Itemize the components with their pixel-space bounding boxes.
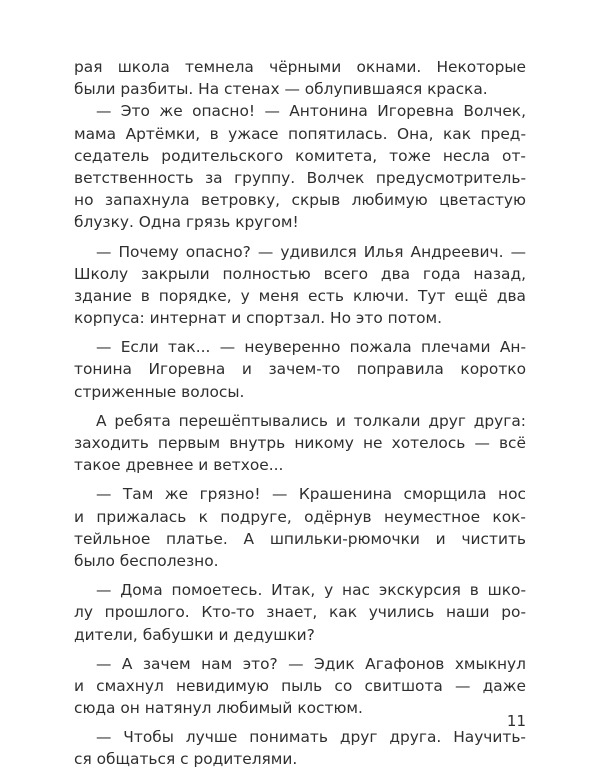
text-line: — Это же опасно! — Антонина Игоревна Волчек, (96, 102, 526, 121)
text-line: заходить первым внутрь никому не хотелось — всё (74, 434, 526, 452)
text-line: лу прошлого. Кто-то знает, как учились наши ро- (74, 603, 526, 622)
text-line: рая школа темнела чёрными окнами. Некоторые (74, 58, 526, 76)
text-line: — Почему опасно? — удивился Илья Андреевич. — (96, 242, 526, 261)
text-line: корпуса: интернат и спортзал. Но это потом. (74, 309, 443, 328)
page-number: 11 (506, 712, 526, 730)
text-line: сюда он натянул любимый костюм. (74, 699, 363, 718)
paragraph (74, 336, 526, 403)
text-line: тейльное платье. А шпильки-рюмочки и чистить (74, 529, 526, 548)
text-line: было бесполезно. (74, 551, 219, 570)
text-line: но запахнула ветровку, скрыв любимую цветастую (74, 191, 526, 210)
text-line: ся общаться с родителями. (74, 750, 298, 769)
paragraph (74, 483, 526, 572)
paragraph (74, 100, 526, 233)
text-line: такое древнее и ветхое... (74, 456, 284, 475)
paragraph (74, 726, 526, 770)
paragraph (74, 653, 526, 720)
text-line: и смахнул невидимую пыль со свитшота — даже (74, 676, 526, 695)
text-line: стриженные волосы. (74, 382, 245, 401)
paragraph (74, 579, 526, 646)
text-line: — Чтобы лучше понимать друг друга. Научить- (96, 728, 526, 747)
text-line: мама Артёмки, в ужасе попятилась. Она, как пред- (74, 124, 526, 143)
text-line: А ребята перешёптывались и толкали друг друга: (96, 411, 526, 430)
page-text (74, 56, 526, 771)
text-line: Школу закрыли полностью всего два года назад, (74, 264, 526, 283)
text-line: — А зачем нам это? — Эдик Агафонов хмыкнул (96, 654, 526, 673)
paragraph (74, 56, 526, 100)
text-line: блузку. Одна грязь кругом! (74, 213, 299, 232)
paragraph (74, 241, 526, 330)
text-line: — Если так... — неуверенно пожала плечами Ан- (96, 338, 526, 357)
text-line: ветственность за группу. Волчек предусмотритель- (74, 168, 526, 187)
text-line: — Дома помоетесь. Итак, у нас экскурсия в шко- (96, 581, 526, 600)
text-line: дители, бабушки и дедушки? (74, 625, 315, 644)
text-line: седатель родительского комитета, тоже несла от- (74, 146, 526, 165)
text-line: — Там же грязно! — Крашенина сморщила нос (96, 485, 526, 504)
text-line: здание в порядке, у меня есть ключи. Тут ещё два (74, 286, 526, 305)
text-line: тонина Игоревна и зачем-то поправила коротко (74, 360, 526, 379)
text-line: были разбиты. На стенах — облупившаяся краска. (74, 80, 488, 99)
paragraph (74, 410, 526, 477)
text-line: и прижалась к подруге, одёрнув неуместное кок- (74, 507, 526, 526)
